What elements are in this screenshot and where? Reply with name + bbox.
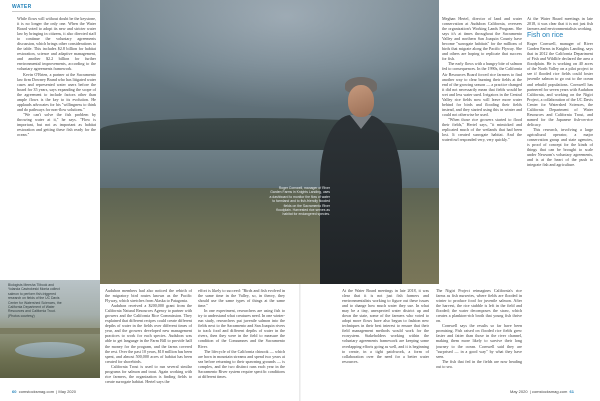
- paragraph: Cornwell says the results so far have been promising. Fish raised on flooded rice fields grew faster and fatter than those in the river channel, making them more likely to survive their long journey to the ocean. Cornwell said they are "surprised — in a good way" by what they have seen.: [436, 323, 522, 359]
- article-column-3: [105, 288, 192, 384]
- issue-date: May 2020: [510, 389, 528, 394]
- page-number: 61: [569, 389, 574, 394]
- page-number: 60: [12, 389, 17, 394]
- paragraph: The early flows with a hungry bite of salmon fed to consequences. In the 1990s, the California Air Resources Board forced rice farmers to find another way to clear burning their fields at the end of the growing season — a practice changed it did not necessarily mean that fields would be wet and less water used. Irrigators in the Central Valley rice fields now will leave more water behind for birds and flooding their fields instead, and they started using this in winter and could not otherwise be used.: [442, 61, 522, 117]
- person-jacket: [320, 115, 402, 284]
- paragraph: At the Water Board meetings in late 2018, it was clear that it is not just fish farmers and environmentalists working to figure out these issues and to change how much water they use. In what may be a tiny, unexpected water district up and down the state, some of the farmers who voted to adopt more flows have also begun to fashion new techniques in their best interest to ensure that their field management methods would work for the ecosystem. Stakeholders working within the voluntary agreements framework are keeping some overlapping efforts going as well, and it is beginning to create, in a tight patchwork, a form of collaboration over the need for a better water resources.: [342, 288, 429, 364]
- paragraph: "We can't solve the fish problem by throwing water at it," he says. "Flow is important, but not as important as habitat restoration and getting these fish ready for the ocean.": [17, 111, 96, 138]
- article-column-4: [198, 288, 285, 384]
- article-column-7: [527, 16, 593, 384]
- paragraph: At the Water Board meetings in late 2018, it was clear that it is not just fish farmers and environmentalists working.: [527, 16, 593, 32]
- person-head: [348, 85, 374, 117]
- site-name: comstocksmag.com: [18, 389, 55, 394]
- folio-left: 60 comstocksmag.com | May 2020: [12, 389, 76, 394]
- section-label: WATER: [12, 4, 32, 10]
- paragraph: While flows will without doubt be the keystone, it is no longer the only one. When the Water Board voted to adopt its new and stricter water law by bringing in citizens, it also directed staff to continue the voluntary agreements discussion, which brings other considerations to the table. This includes $2.8 billion for habitat restoration, science and adaptive management, and another $2.2 billion for further environmental improvements, according to the voluntary agreements framework.: [17, 16, 96, 72]
- paragraph: effort is likely to succeed: "Birds and fish evolved in the same time in the Valley, so, in theory, they should use the same types of things at the same time.": [198, 288, 285, 309]
- photo-caption: Roger Cornwell, manager of River Garden Farms in Knights Landing, uses a dashboard to monitor the flow of water to farmland and to fish-friendly flooded fields on the Sacramento River floodplain. Harvested rice serves as habitat for endangered species.: [269, 186, 330, 217]
- paragraph: This research, involving a large agricultural operator, a major conservation group and state agencies, is proof of concept for the kinds of things that can be brought to scale under Newsom's voluntary agreements, and is at the heart of the push to integrate fish and agriculture.: [527, 126, 593, 168]
- paragraph: California Trout is used to run several similar programs for salmon and trout. Again working with rice farmers, the organization is finding fields to create surrogate habitat. Hertel says the: [105, 363, 192, 384]
- photo-person: [310, 55, 405, 284]
- article-column-5: [442, 16, 522, 274]
- paragraph: Meghan Hertel, director of land and water conservation at Audubon California, oversees the organization's Working Lands Program. She says it's at times throughout the Sacramento Valley and northern San Joaquin County have become "surrogate habitats" for the millions of birds that migrate along the Pacific Flyway. She and others are hoping to replicate that success for fish.: [442, 16, 522, 62]
- photo2-caption: Biologists Meesha Tlibook and Yolanda Castrokeski Monta collect salmon to perform fish-triggered research on fields of the UC Davis Center for Watershed Sciences, the California Department of Water Resources and California Trout. (Photos courtesy): [8, 283, 62, 318]
- site-name: comstocksmag.com: [531, 389, 568, 394]
- paragraph: The lifecycle of the California chinook — which are born in mountain streams and spend two years at sea before returning to their spawning grounds — is complex, and the two distinct runs each year in the Sacramento River system require specific conditions at different times.: [198, 348, 285, 379]
- article-column-1: [17, 16, 96, 274]
- paragraph: Audubon received a $200,000 grant from the California Natural Resources Agency to partner with growers and the California Rice Commission. They explained that different recipes could create different depths of water in the fields over different times of year, and the growers developed new management practices to work for each species. Audubon was able to get language in the Farm Bill to provide half the money for the program, and the farms covered the rest. Over the past 10 years, $10 million has been spent, and almost 500,000 acres of habitat has been created for shorebirds.: [105, 303, 192, 364]
- article-column-8: [436, 288, 522, 384]
- subheading: Fish on rice: [527, 32, 564, 40]
- issue-date: May 2020: [58, 389, 76, 394]
- paragraph: The Nigiri Project reimagines California's rice farms as fish nurseries, where fields are flooded in winter to produce food for juvenile salmon. After the harvest, the rice stubble is left in the field and flooded; the water decomposes the straw, which creates a plankton-rich broth that young fish thrive on.: [436, 288, 522, 324]
- photo2-pond: [15, 342, 85, 358]
- paragraph: "When those rice growers started to flood their fields," Hertel says, "it mimicked and replicated much of the wetlands that had been lost. It created surrogate habitat. And the waterfowl responded very, very quickly.": [442, 116, 522, 143]
- farmer-portrait-photo: [100, 0, 439, 284]
- folio-right: May 2020 | comstocksmag.com 61: [510, 389, 574, 394]
- paragraph: The fish that fed in the fields are now heading out to sea.: [436, 358, 522, 369]
- paragraph: Audubon members had also noticed the rebirth of the migratory bird routes known as the Pacific Flyway, which stretches from Alaska to Patagonia.: [105, 288, 192, 304]
- photo2-horizon: [0, 328, 100, 334]
- article-column-6: [342, 288, 429, 384]
- paragraph: Roger Cornwell, manager of River Garden Farms in Knights Landing, says that in 2012 the California Department of Fish and Wildlife declared the area a floodplain. He is working on 40 acres of the North Valley on a pilot project to see if flooded rice fields could foster juvenile salmon to go out to the ocean and rebuild populations. Cornwell has partnered for seven years with Audubon California, and working on the Nigiri Project, a collaboration of the UC Davis Center for Watershed Sciences, the California Department of Water Resources and California Trout, and named for the Japanese fish-on-rice delicacy.: [527, 41, 593, 127]
- paragraph: Kevin O'Brien, a partner at the Sacramento law firm Downey Brand who has litigated water cases and represented water users before the board for 35 years, says expanding the scope of the agreement to include factors other than ample flows is the key to its evolution. He applauds advocates for his "willingness to think and do pathways for non-flow solutions.": [17, 71, 96, 112]
- paragraph: In one experiment, researchers are using fish to try to understand what creatures need. In one winter-run study, researchers put juvenile salmon into the fields next to the Sacramento and San Joaquin rivers to track food and different depths of water in the rivers, then they were in the field to measure the condition of the Consumnes and the Sacramento River.: [198, 308, 285, 349]
